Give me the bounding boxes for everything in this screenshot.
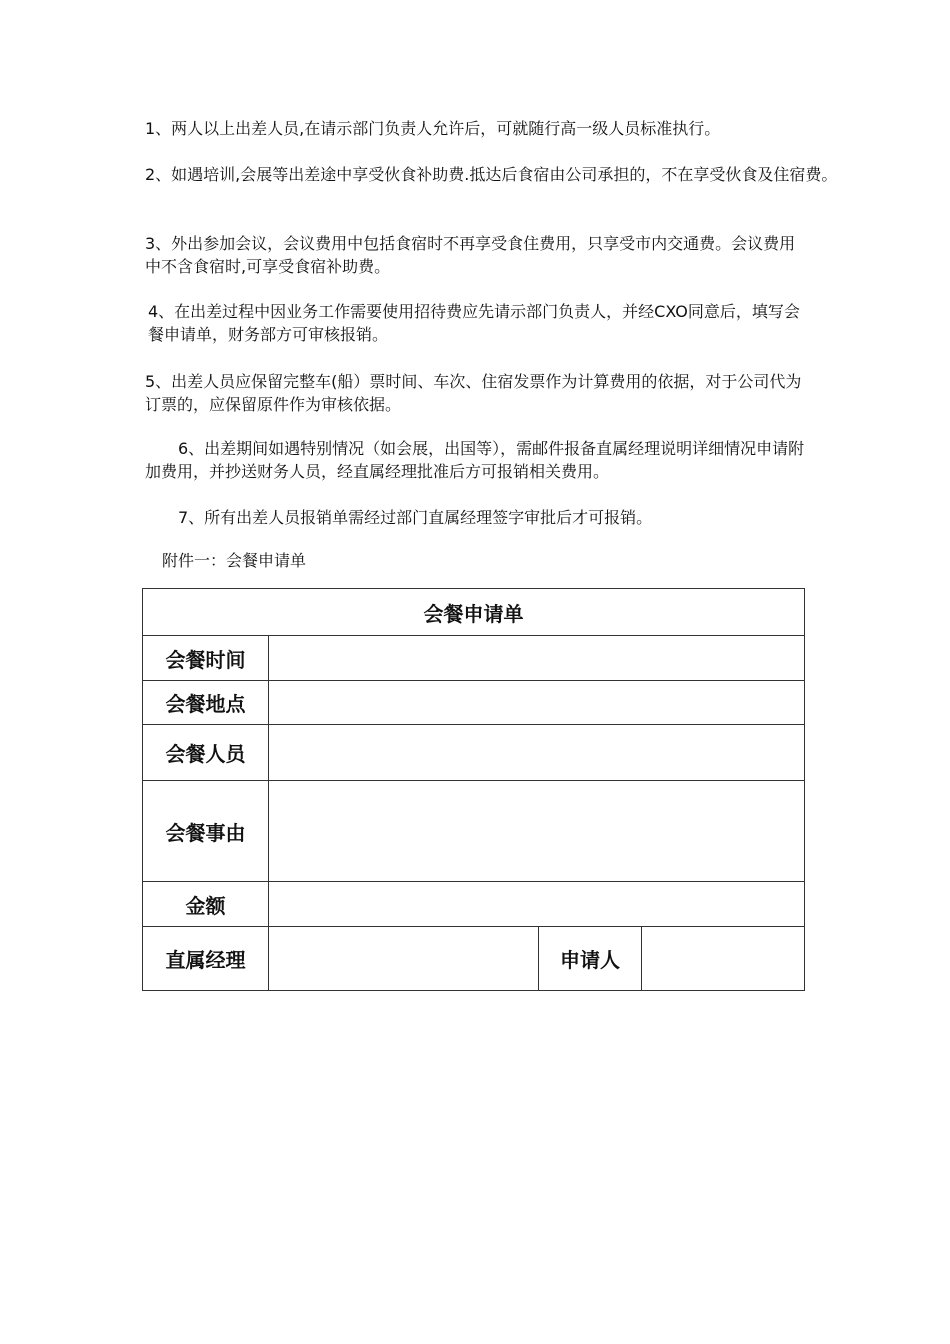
amount-field[interactable] [269, 882, 805, 927]
manager-label: 直属经理 [143, 927, 269, 991]
attachment-label: 附件一：会餐申请单 [162, 551, 307, 570]
manager-signature-field[interactable] [269, 927, 539, 991]
applicant-label: 申请人 [539, 927, 642, 991]
rule-paragraph-2: 2、如遇培训,会展等出差途中享受伙食补助费.抵达后食宿由公司承担的，不在享受伙食及住宿费。 [145, 165, 838, 184]
meal-time-label: 会餐时间 [143, 636, 269, 681]
amount-label: 金额 [143, 882, 269, 927]
form-title: 会餐申请单 [143, 589, 805, 636]
meal-place-field[interactable] [269, 681, 805, 725]
meal-place-label: 会餐地点 [143, 681, 269, 725]
meal-time-field[interactable] [269, 636, 805, 681]
meal-application-form [142, 588, 805, 991]
meal-people-field[interactable] [269, 725, 805, 781]
rule-paragraph-5: 5、出差人员应保留完整车(船）票时间、车次、住宿发票作为计算费用的依据，对于公司代为订票的，应保留原件作为审核依据。 [145, 372, 802, 414]
meal-reason-label: 会餐事由 [143, 781, 269, 882]
applicant-signature-field[interactable] [642, 927, 805, 991]
meal-people-label: 会餐人员 [143, 725, 269, 781]
rule-paragraph-7: 7、所有出差人员报销单需经过部门直属经理签字审批后才可报销。 [178, 508, 653, 527]
rule-paragraph-4: 4、在出差过程中因业务工作需要使用招待费应先请示部门负责人，并经CXO同意后，填写会餐申请单，财务部方可审核报销。 [148, 302, 800, 344]
meal-reason-field[interactable] [269, 781, 805, 882]
rule-paragraph-3: 3、外出参加会议，会议费用中包括食宿时不再享受食住费用，只享受市内交通费。会议费用中不含食宿时,可享受食宿补助费。 [145, 234, 796, 276]
rule-paragraph-1: 1、两人以上出差人员,在请示部门负责人允许后，可就随行高一级人员标准执行。 [145, 119, 721, 138]
rule-paragraph-6: 6、出差期间如遇特别情况（如会展，出国等），需邮件报备直属经理说明详细情况申请附加费用，并抄送财务人员，经直属经理批准后方可报销相关费用。 [145, 439, 805, 481]
